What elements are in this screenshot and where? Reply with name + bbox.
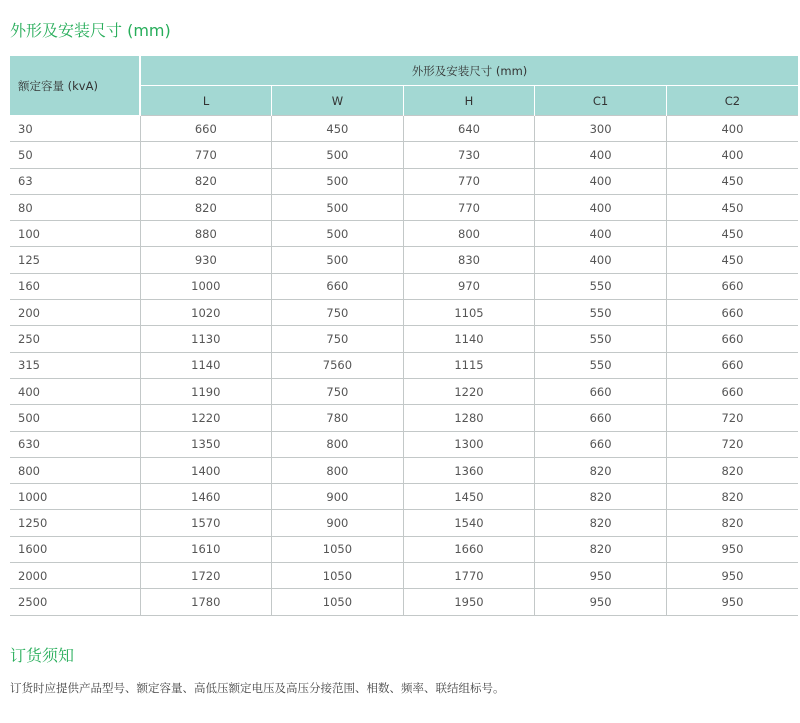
l-cell: 1610	[140, 536, 272, 562]
l-cell: 1140	[140, 352, 272, 378]
c2-cell: 450	[666, 194, 798, 220]
table-row	[10, 484, 798, 510]
capacity-cell: 2000	[10, 563, 140, 589]
c1-cell: 950	[535, 589, 667, 615]
c2-cell: 400	[666, 142, 798, 168]
capacity-cell: 500	[10, 405, 140, 431]
l-cell: 660	[140, 116, 272, 142]
l-cell: 1400	[140, 457, 272, 483]
w-cell: 750	[272, 378, 404, 404]
capacity-cell: 400	[10, 378, 140, 404]
c1-cell: 400	[535, 247, 667, 273]
capacity-cell: 250	[10, 326, 140, 352]
w-cell: 800	[272, 457, 404, 483]
table-row	[10, 536, 798, 562]
c1-cell: 820	[535, 536, 667, 562]
c1-cell: 400	[535, 194, 667, 220]
w-cell: 900	[272, 484, 404, 510]
h-cell: 730	[403, 142, 535, 168]
capacity-cell: 1000	[10, 484, 140, 510]
w-cell: 500	[272, 247, 404, 273]
capacity-cell: 160	[10, 273, 140, 299]
c2-cell: 950	[666, 536, 798, 562]
w-cell: 660	[272, 273, 404, 299]
h-cell: 640	[403, 116, 535, 142]
c2-cell: 820	[666, 510, 798, 536]
w-cell: 500	[272, 168, 404, 194]
column-header-l: L	[140, 86, 272, 116]
table-row	[10, 352, 798, 378]
c2-cell: 660	[666, 300, 798, 326]
c2-cell: 720	[666, 431, 798, 457]
c2-cell: 660	[666, 326, 798, 352]
w-cell: 450	[272, 116, 404, 142]
dimensions-group-header: 外形及安装尺寸 (mm)	[140, 56, 798, 86]
table-row	[10, 194, 798, 220]
c1-cell: 550	[535, 300, 667, 326]
table-row	[10, 247, 798, 273]
c2-cell: 820	[666, 484, 798, 510]
l-cell: 1460	[140, 484, 272, 510]
c2-cell: 660	[666, 273, 798, 299]
c2-cell: 720	[666, 405, 798, 431]
w-cell: 7560	[272, 352, 404, 378]
l-cell: 820	[140, 168, 272, 194]
l-cell: 820	[140, 194, 272, 220]
w-cell: 500	[272, 142, 404, 168]
c2-cell: 450	[666, 247, 798, 273]
capacity-cell: 315	[10, 352, 140, 378]
c1-cell: 550	[535, 273, 667, 299]
table-header-row	[10, 56, 798, 86]
l-cell: 1020	[140, 300, 272, 326]
c1-cell: 300	[535, 116, 667, 142]
h-cell: 770	[403, 194, 535, 220]
h-cell: 1770	[403, 563, 535, 589]
h-cell: 770	[403, 168, 535, 194]
w-cell: 900	[272, 510, 404, 536]
c2-cell: 950	[666, 589, 798, 615]
c2-cell: 450	[666, 221, 798, 247]
c1-cell: 400	[535, 221, 667, 247]
capacity-cell: 1600	[10, 536, 140, 562]
section-title-ordering: 订货须知	[10, 646, 75, 665]
h-cell: 1450	[403, 484, 535, 510]
h-cell: 1105	[403, 300, 535, 326]
c2-cell: 950	[666, 563, 798, 589]
table-row	[10, 142, 798, 168]
h-cell: 970	[403, 273, 535, 299]
l-cell: 1000	[140, 273, 272, 299]
column-header-w: W	[272, 86, 404, 116]
capacity-cell: 50	[10, 142, 140, 168]
c1-cell: 950	[535, 563, 667, 589]
l-cell: 930	[140, 247, 272, 273]
c2-cell: 660	[666, 352, 798, 378]
table-row	[10, 378, 798, 404]
section-title-dimensions: 外形及安装尺寸 (mm)	[10, 21, 171, 40]
l-cell: 1720	[140, 563, 272, 589]
table-row	[10, 168, 798, 194]
l-cell: 1130	[140, 326, 272, 352]
h-cell: 1540	[403, 510, 535, 536]
h-cell: 1220	[403, 378, 535, 404]
table-row	[10, 326, 798, 352]
table-row	[10, 457, 798, 483]
capacity-cell: 125	[10, 247, 140, 273]
l-cell: 770	[140, 142, 272, 168]
table-row	[10, 116, 798, 142]
h-cell: 1360	[403, 457, 535, 483]
column-header-c1: C1	[535, 86, 667, 116]
l-cell: 1780	[140, 589, 272, 615]
h-cell: 1300	[403, 431, 535, 457]
h-cell: 830	[403, 247, 535, 273]
l-cell: 1190	[140, 378, 272, 404]
w-cell: 500	[272, 194, 404, 220]
capacity-cell: 1250	[10, 510, 140, 536]
w-cell: 1050	[272, 536, 404, 562]
c1-cell: 660	[535, 431, 667, 457]
table-row	[10, 221, 798, 247]
c2-cell: 400	[666, 116, 798, 142]
table-row	[10, 405, 798, 431]
table-row	[10, 300, 798, 326]
column-header-h: H	[403, 86, 535, 116]
c2-cell: 660	[666, 378, 798, 404]
table-row	[10, 273, 798, 299]
h-cell: 1660	[403, 536, 535, 562]
capacity-cell: 630	[10, 431, 140, 457]
table-row	[10, 510, 798, 536]
table-row	[10, 431, 798, 457]
capacity-cell: 80	[10, 194, 140, 220]
table-row	[10, 589, 798, 615]
dimensions-table	[10, 56, 798, 616]
table-row	[10, 563, 798, 589]
capacity-cell: 100	[10, 221, 140, 247]
capacity-cell: 800	[10, 457, 140, 483]
w-cell: 750	[272, 326, 404, 352]
c2-cell: 820	[666, 457, 798, 483]
w-cell: 1050	[272, 589, 404, 615]
c1-cell: 820	[535, 457, 667, 483]
table-body	[10, 116, 798, 616]
h-cell: 1280	[403, 405, 535, 431]
h-cell: 800	[403, 221, 535, 247]
w-cell: 500	[272, 221, 404, 247]
c1-cell: 660	[535, 405, 667, 431]
column-header-c2: C2	[666, 86, 798, 116]
capacity-column-header: 额定容量 (kvA)	[10, 56, 140, 116]
ordering-note: 订货时应提供产品型号、额定容量、高低压额定电压及高压分接范围、相数、频率、联结组标号。	[10, 681, 505, 695]
c1-cell: 660	[535, 378, 667, 404]
c1-cell: 820	[535, 484, 667, 510]
h-cell: 1950	[403, 589, 535, 615]
h-cell: 1115	[403, 352, 535, 378]
w-cell: 780	[272, 405, 404, 431]
c1-cell: 550	[535, 352, 667, 378]
capacity-cell: 2500	[10, 589, 140, 615]
capacity-cell: 63	[10, 168, 140, 194]
l-cell: 1350	[140, 431, 272, 457]
w-cell: 750	[272, 300, 404, 326]
c1-cell: 400	[535, 142, 667, 168]
c2-cell: 450	[666, 168, 798, 194]
capacity-cell: 30	[10, 116, 140, 142]
capacity-cell: 200	[10, 300, 140, 326]
c1-cell: 820	[535, 510, 667, 536]
l-cell: 1220	[140, 405, 272, 431]
w-cell: 800	[272, 431, 404, 457]
w-cell: 1050	[272, 563, 404, 589]
c1-cell: 550	[535, 326, 667, 352]
l-cell: 880	[140, 221, 272, 247]
h-cell: 1140	[403, 326, 535, 352]
c1-cell: 400	[535, 168, 667, 194]
l-cell: 1570	[140, 510, 272, 536]
